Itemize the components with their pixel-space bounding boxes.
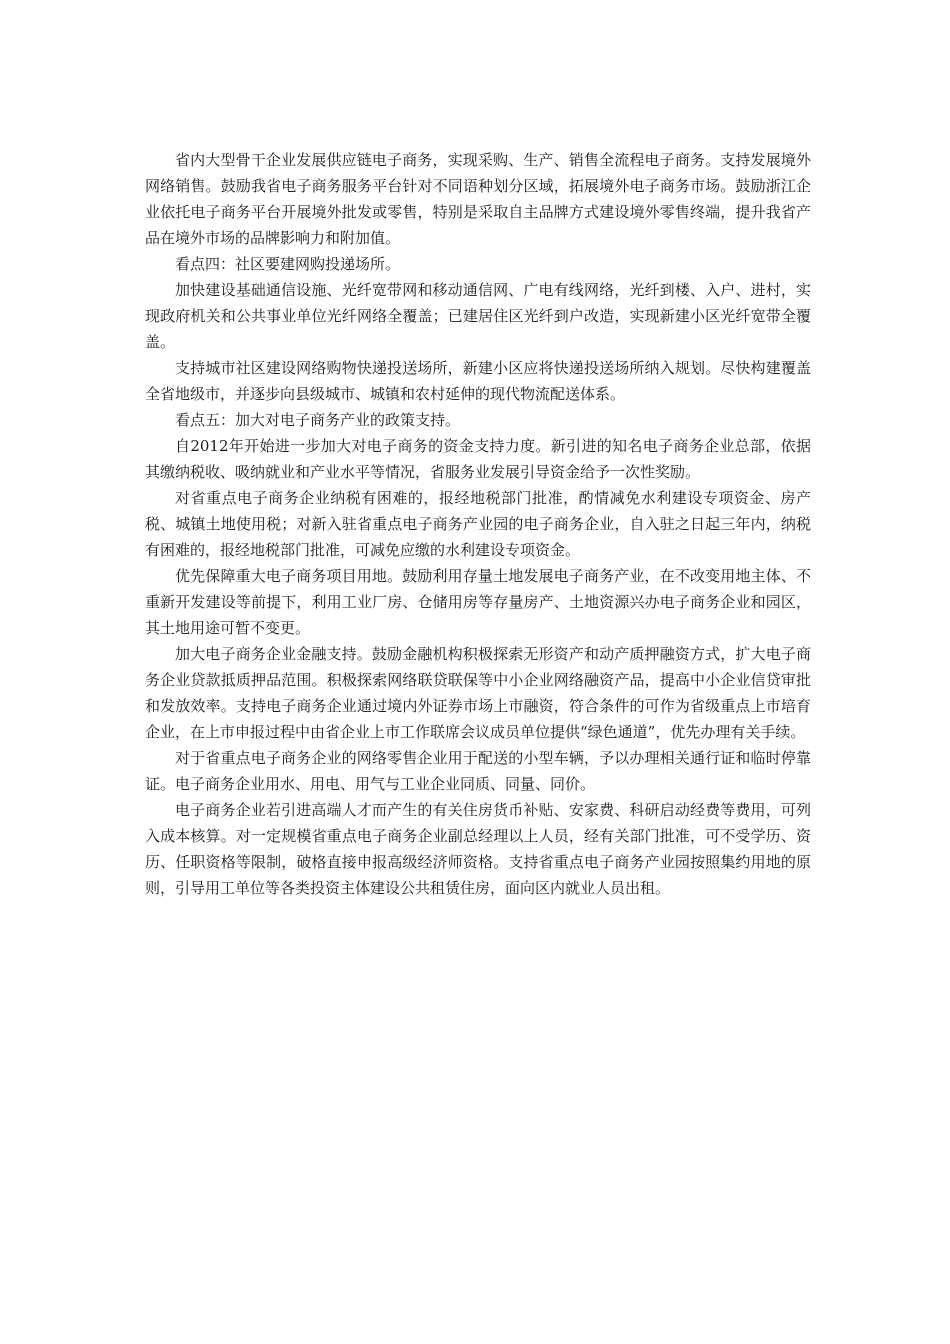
paragraph-1: 省内大型骨干企业发展供应链电子商务，实现采购、生产、销售全流程电子商务。支持发展境外网络销售。鼓励我省电子商务服务平台针对不同语种划分区域，拓展境外电子商务市场。鼓励浙江企业依托电子商务平台开展境外批发或零售，特别是采取自主品牌方式建设境外零售终端，提升我省产品在境外市场的品牌影响力和附加值。 [145, 151, 811, 247]
paragraph-7: 对省重点电子商务企业纳税有困难的，报经地税部门批准，酌情减免水利建设专项资金、房产税、城镇土地使用税；对新入驻省重点电子商务产业园的电子商务企业，自入驻之日起三年内，纳税有困难的，报经地税部门批准，可减免应缴的水利建设专项资金。 [145, 489, 811, 559]
paragraph-9: 加大电子商务企业金融支持。鼓励金融机构积极探索无形资产和动产质押融资方式，扩大电子商务企业贷款抵质押品范围。积极探索网络联贷联保等中小企业网络融资产品，提高中小企业信贷审批和发放效率。支持电子商务企业通过境内外证券市场上市融资，符合条件的可作为省级重点上市培育企业，在上市申报过程中由省企业上市工作联席会议成员单位提供“绿色通道”，优先办理有关手续。 [145, 645, 811, 741]
paragraph-11: 电子商务企业若引进高端人才而产生的有关住房货币补贴、安家费、科研启动经费等费用，可列入成本核算。对一定规模省重点电子商务企业副总经理以上人员，经有关部门批准，可不受学历、资历、任职资格等限制，破格直接申报高级经济师资格。支持省重点电子商务产业园按照集约用地的原则，引导用工单位等各类投资主体建设公共租赁住房，面向区内就业人员出租。 [145, 801, 811, 897]
heading-point-four: 看点四：社区要建网购投递场所。 [175, 255, 401, 273]
paragraph-10: 对于省重点电子商务企业的网络零售企业用于配送的小型车辆，予以办理相关通行证和临时停靠证。电子商务企业用水、用电、用气与工业企业同质、同量、同价。 [145, 749, 811, 793]
heading-point-five: 看点五：加大对电子商务产业的政策支持。 [175, 411, 461, 429]
paragraph-8: 优先保障重大电子商务项目用地。鼓励利用存量土地发展电子商务产业，在不改变用地主体、不重新开发建设等前提下，利用工业厂房、仓储用房等存量房产、土地资源兴办电子商务企业和园区，其土地用途可暂不变更。 [145, 567, 811, 637]
paragraph-4: 支持城市社区建设网络购物快递投送场所，新建小区应将快递投送场所纳入规划。尽快构建覆盖全省地级市，并逐步向县级城市、城镇和农村延伸的现代物流配送体系。 [145, 359, 811, 403]
paragraph-3: 加快建设基础通信设施、光纤宽带网和移动通信网、广电有线网络，光纤到楼、入户、进村，实现政府机关和公共事业单位光纤网络全覆盖；已建居住区光纤到户改造，实现新建小区光纤宽带全覆盖。 [145, 281, 811, 351]
document-body [145, 147, 811, 901]
paragraph-6: 自2012年开始进一步加大对电子商务的资金支持力度。新引进的知名电子商务企业总部，依据其缴纳税收、吸纳就业和产业水平等情况，省服务业发展引导资金给予一次性奖励。 [145, 437, 811, 481]
